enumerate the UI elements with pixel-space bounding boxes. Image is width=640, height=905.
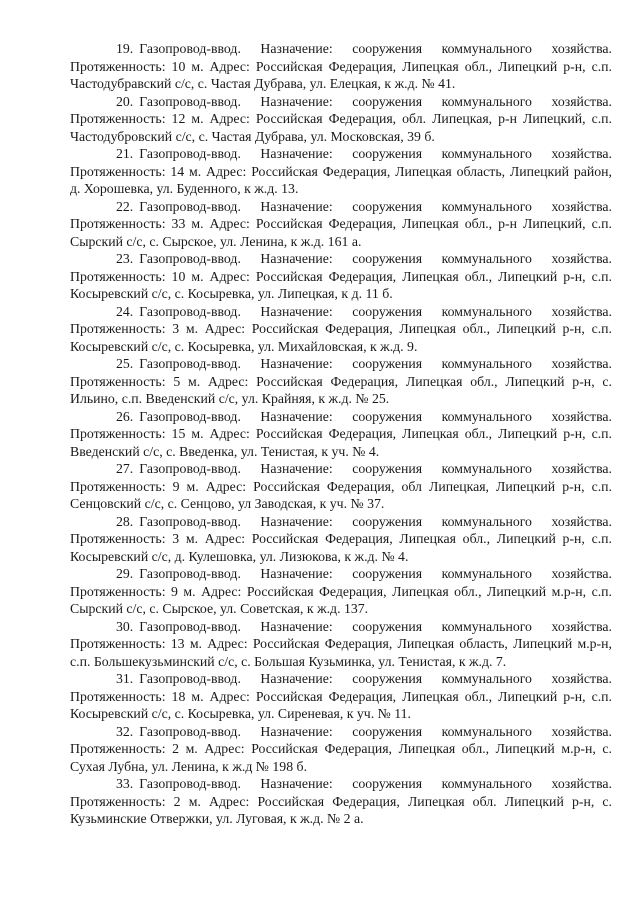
item-number: 23. — [116, 251, 134, 266]
item-text: Газопровод-ввод. Назначение: сооружения коммунального хозяйства. Протяженность: 18 м. Адрес: Российская Федерация, Липецкая обл., Липецкий р-н, с.п. Косыревский с/с, с. Косыревка, ул. Сиреневая, к уч. № 11. — [70, 671, 612, 721]
item-number: 27. — [116, 461, 134, 476]
list-item — [70, 670, 612, 723]
list-item — [70, 198, 612, 251]
list-item — [70, 723, 612, 776]
item-text: Газопровод-ввод. Назначение: сооружения коммунального хозяйства. Протяженность: 2 м. Адрес: Российская Федерация, Липецкая обл., Липецкий м.р-н, с. Сухая Лубна, ул. Ленина, к ж.д № 198 б. — [70, 723, 612, 774]
item-text: Газопровод-ввод. Назначение: сооружения коммунального хозяйства. Протяженность: 9 м. Адрес: Российская Федерация, обл Липецкая, Липецкий р-н, с.п. Сенцовский с/с, с. Сенцово, ул Заводская, к уч. № 37. — [70, 461, 612, 511]
item-text: Газопровод-ввод. Назначение: сооружения коммунального хозяйства. Протяженность: 13 м. Адрес: Российская Федерация, Липецкая область, Липецкий м.р-н, с.п. Большекузьминский с/с, с. Большая Кузьминка, ул. Тенистая, к ж.д. 7. — [70, 618, 612, 669]
item-number: 25. — [116, 356, 134, 371]
list-item — [70, 93, 612, 146]
list-item — [70, 355, 612, 408]
item-text: Газопровод-ввод. Назначение: сооружения коммунального хозяйства. Протяженность: 33 м. Адрес: Российская Федерация, Липецкая обл., р-н Липецкий, с.п. Сырский с/с, с. Сырское, ул. Ленина, к ж.д. 161 а. — [70, 198, 612, 249]
list-item — [70, 513, 612, 566]
item-number: 30. — [116, 618, 134, 634]
list-item — [70, 775, 612, 828]
list-item — [70, 250, 612, 303]
item-text: Газопровод-ввод. Назначение: сооружения коммунального хозяйства. Протяженность: 3 м. Адрес: Российская Федерация, Липецкая обл., Липецкий р-н, с.п. Косыревский с/с, д. Кулешовка, ул. Лизюкова, к ж.д. № 4. — [70, 513, 612, 564]
item-number: 19. — [116, 41, 134, 56]
list-item — [70, 408, 612, 461]
item-text: Газопровод-ввод. Назначение: сооружения коммунального хозяйства. Протяженность: 9 м. Адрес: Российская Федерация, Липецкая обл., Липецкий м.р-н, с.п. Сырский с/с, с. Сырское, ул. Советская, к ж.д. 137. — [70, 566, 612, 616]
item-text: Газопровод-ввод. Назначение: сооружения коммунального хозяйства. Протяженность: 3 м. Адрес: Российская Федерация, Липецкая обл., Липецкий р-н, с.п. Косыревский с/с, с. Косыревка, ул. Михайловская, к ж.д. 9. — [70, 303, 612, 354]
list-item — [70, 40, 612, 93]
item-text: Газопровод-ввод. Назначение: сооружения коммунального хозяйства. Протяженность: 2 м. Адрес: Российская Федерация, Липецкая обл. Липецкий р-н, с. Кузьминские Отвержки, ул. Луговая, к ж.д. № 2 а. — [70, 776, 612, 826]
item-number: 33. — [116, 776, 134, 791]
item-text: Газопровод-ввод. Назначение: сооружения коммунального хозяйства. Протяженность: 15 м. Адрес: Российская Федерация, Липецкая обл., Липецкий р-н, с.п. Введенский с/с, с. Введенка, ул. Тенистая, к уч. № 4. — [70, 408, 612, 459]
item-text: Газопровод-ввод. Назначение: сооружения коммунального хозяйства. Протяженность: 14 м. Адрес: Российская Федерация, Липецкая область, Липецкий район, д. Хорошевка, ул. Буденного, к ж.д. 13. — [70, 146, 612, 196]
item-text: Газопровод-ввод. Назначение: сооружения коммунального хозяйства. Протяженность: 10 м. Адрес: Российская Федерация, Липецкая обл., Липецкий р-н, с.п. Косыревский с/с, с. Косыревка, ул. Липецкая, к д. 11 б. — [70, 251, 612, 301]
list-item — [70, 618, 612, 671]
item-number: 28. — [116, 513, 134, 529]
item-number: 24. — [116, 303, 134, 319]
list-item — [70, 565, 612, 618]
item-number: 29. — [116, 566, 134, 581]
item-number: 20. — [116, 93, 134, 109]
document-page — [70, 40, 612, 828]
list-item — [70, 145, 612, 198]
item-number: 26. — [116, 408, 134, 424]
item-number: 31. — [116, 671, 134, 686]
item-text: Газопровод-ввод. Назначение: сооружения коммунального хозяйства. Протяженность: 12 м. Адрес: Российская Федерация, обл. Липецкая, р-н Липецкий, с.п. Частодубровский с/с, с. Частая Дубрава, ул. Московская, 39 б. — [70, 93, 612, 144]
item-text: Газопровод-ввод. Назначение: сооружения коммунального хозяйства. Протяженность: 5 м. Адрес: Российская Федерация, Липецкая обл., Липецкий р-н, с. Ильино, с.п. Введенский с/с, ул. Крайняя, к ж.д. № 25. — [70, 356, 612, 406]
item-number: 21. — [116, 146, 134, 161]
item-number: 32. — [116, 723, 134, 739]
item-text: Газопровод-ввод. Назначение: сооружения коммунального хозяйства. Протяженность: 10 м. Адрес: Российская Федерация, Липецкая обл., Липецкий р-н, с.п. Частодубравский с/с, с. Частая Дубрава, ул. Елецкая, к ж.д. № 41. — [70, 41, 612, 91]
item-number: 22. — [116, 198, 134, 214]
list-item — [70, 303, 612, 356]
list-item — [70, 460, 612, 513]
